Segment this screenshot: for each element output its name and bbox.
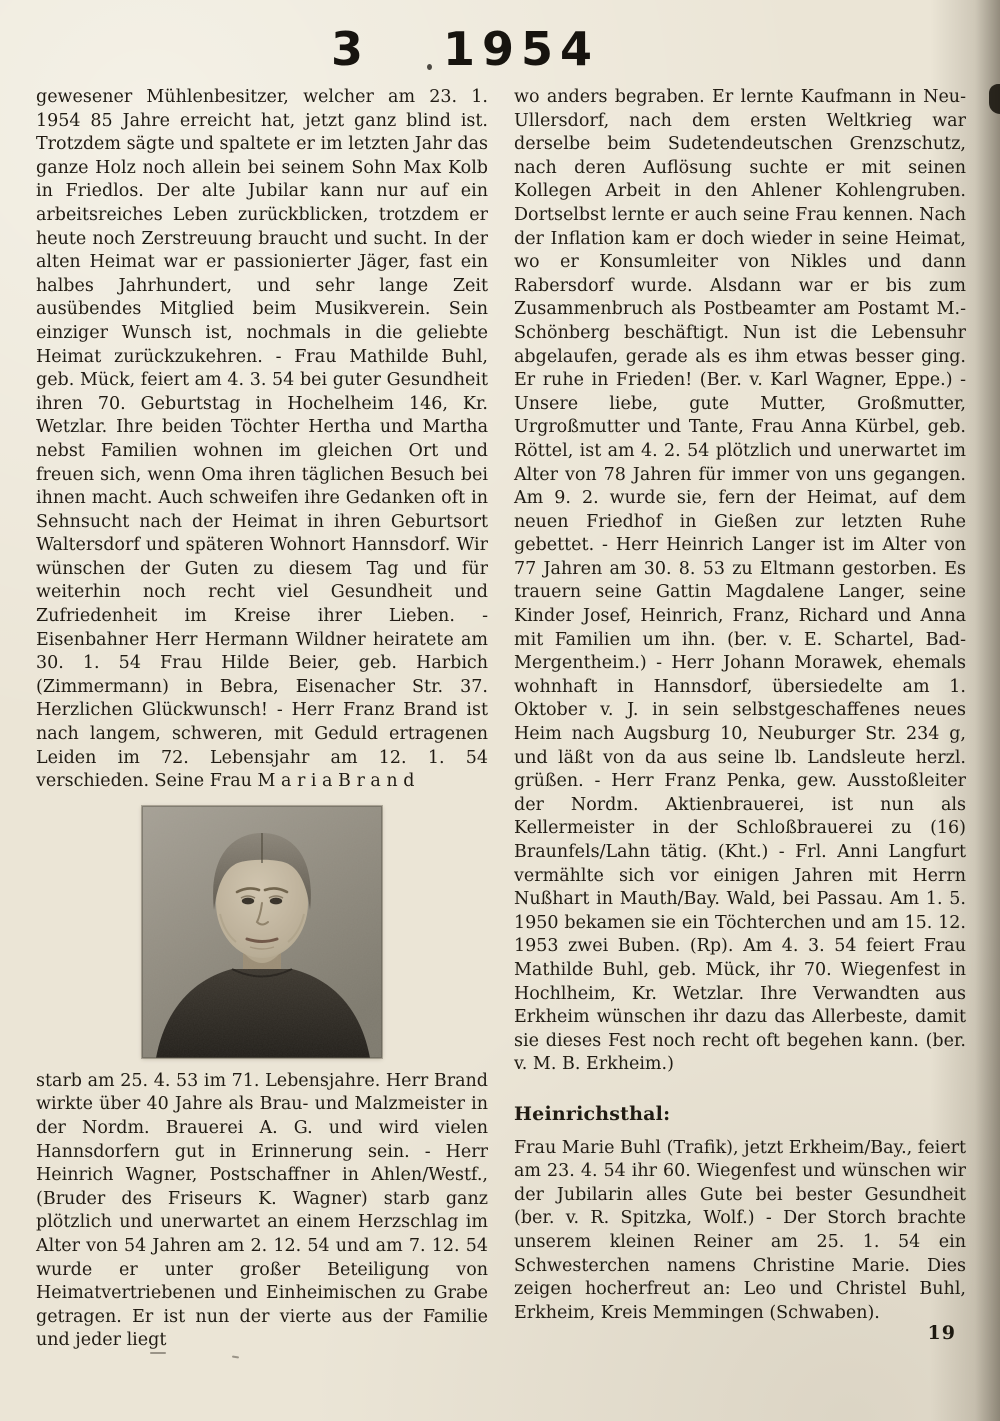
scan-edge-smudge [989, 84, 1000, 114]
right-column-text-2: Frau Marie Buhl (Trafik), jetzt Erkheim/Bay., feiert am 23. 4. 54 ihr 60. Wiegenfest und wünschen wir der Jubilarin alles Gute bei bester Gesundheit (ber. v. R. Spitzka, Wolf.) - Der Storch brachte unserem kleinen Reiner am 25. 1. 54 ein Schwesterchen namens Christine Marie. Dies zeigen hocherfreut an: Leo und Christel Buhl, Erkheim, Kreis Memmingen (Schwaben). [514, 1137, 966, 1323]
ink-speck [232, 1356, 239, 1359]
right-column [514, 86, 966, 1325]
ink-speck [427, 64, 432, 70]
portrait-photo [142, 806, 382, 1058]
ink-speck [150, 1352, 166, 1354]
left-column-text-before-photo: gewesener Mühlenbesitzer, welcher am 23. 1. 1954 85 Jahre erreicht hat, jetzt ganz blind ist. Trotzdem sägte und spaltete er im letzten Jahr das ganze Holz noch allein bei seinem Sohn Max Kolb in Friedlos. Der alte Jubilar kann nur auf ein arbeitsreiches Leben zurückblicken, trotzdem er heute noch Zerstreuung braucht und sucht. In der alten Heimat war er passionierter Jäger, fast ein halbes Jahrhundert, und sehr lange Zeit ausübendes Mitglied beim Musikverein. Sein einziger Wunsch ist, nochmals in die geliebte Heimat zurückzukehren. - Frau Mathilde Buhl, geb. Mück, feiert am 4. 3. 54 bei guter Gesundheit ihren 70. Geburtstag in Hochelheim 146, Kr. Wetzlar. Ihre beiden Töchter Hertha und Martha nebst Familien wohnen im gleichen Ort und freuen sich, wenn Oma ihren täglichen Besuch bei ihnen macht. Auch schweifen ihre Gedanken oft in Sehnsucht nach der Heimat in ihren Geburtsort Waltersdorf und späteren Wohnort Hannsdorf. Wir wünschen der Guten zu diesem Tag und für weiterhin noch recht viel Gesundheit und Zufriedenheit im Kreise ihrer Lieben. - Eisenbahner Herr Hermann Wildner heiratete am 30. 1. 54 Frau Hilde Beier, geb. Harbich (Zimmermann) in Bebra, Eisenacher Str. 37. Herzlichen Glückwunsch! - Herr Franz Brand ist nach langem, schweren, mit Geduld ertragenen Leiden im 72. Lebensjahr am 12. 1. 54 verschieden. Seine Frau M a r i a B r a n d [36, 87, 488, 792]
page-number: 19 [927, 1322, 956, 1344]
section-heading-heinrichsthal: Heinrichsthal: [514, 1102, 671, 1125]
left-column-text-after-photo: starb am 25. 4. 53 im 71. Lebensjahre. Herr Brand wirkte über 40 Jahre als Brau- und Malzmeister in der Nordm. Brauerei A. G. und wird vielen Hannsdorfern gut in Erinnerung sein. - Herr Heinrich Wagner, Postschaffner in Ahlen/Westf., (Bruder des Friseurs K. Wagner) starb ganz plötzlich und unerwartet an einem Herzschlag im Alter von 54 Jahren am 2. 12. 54 und am 7. 12. 54 wurde er unter großer Beteiligung von Heimatvertriebenen und Einheimischen zu Grabe getragen. Er ist nun der vierte aus der Familie und jeder liegt [36, 1070, 488, 1351]
right-column-text-1: wo anders begraben. Er lernte Kaufmann in Neu-Ullersdorf, nach dem ersten Weltkrieg war derselbe beim Sudetendeutschen Grenzschutz, nach deren Auflösung suchte er mit seinen Kollegen Arbeit in den Ahlener Kohlengruben. Dortselbst lernte er auch seine Frau kennen. Nach der Inflation kam er doch wieder in seine Heimat, wo er Konsumleiter von Nikles und dann Rabersdorf wurde. Alsdann war er bis zum Zusammenbruch als Postbeamter am Postamt M.-Schönberg beschäftigt. Nun ist die Lebensuhr abgelaufen, gerade als es ihm etwas besser ging. Er ruhe in Frieden! (Ber. v. Karl Wagner, Eppe.) - Unsere liebe, gute Mutter, Großmutter, Urgroßmutter und Tante, Frau Anna Kürbel, geb. Röttel, ist am 4. 2. 54 plötzlich und unerwartet im Alter von 78 Jahren für immer von uns gegangen. Am 9. 2. wurde sie, fern der Heimat, auf dem neuen Friedhof in Gießen zur letzten Ruhe gebettet. - Herr Heinrich Langer ist im Alter von 77 Jahren am 30. 8. 53 zu Eltmann gestorben. Es trauern seine Gattin Magdalene Langer, seine Kinder Josef, Heinrich, Franz, Richard und Anna mit Familien um ihn. (ber. v. E. Schartel, Bad-Mergentheim.) - Herr Johann Morawek, ehemals wohnhaft in Hannsdorf, übersiedelte am 1. Oktober v. J. in sein selbstgeschaffenes neues Heim nach Augsburg 10, Neuburger Str. 234 g, und läßt von da aus seine lb. Landsleute herzl. grüßen. - Herr Franz Penka, gew. Ausstoßleiter der Nordm. Aktienbrauerei, ist nun als Kellermeister in der Schloßbrauerei zu (16) Braunfels/Lahn tätig. (Kht.) - Frl. Anni Langfurt vermählte sich vor einigen Jahren mit Herrn Nußhart in Mauth/Bay. Wald, bei Passau. Am 1. 5. 1950 bekamen sie ein Töchterchen und am 15. 12. 1953 zwei Buben. (Rp). Am 4. 3. 54 feiert Frau Mathilde Buhl, geb. Mück, ihr 70. Wiegenfest in Hochlheim, Kr. Wetzlar. Ihre Verwandten aus Erkheim wünschen ihr dazu das Allerbeste, damit sie dieses Fest noch recht oft begehen kann. (ber. v. M. B. Erkheim.) [514, 87, 966, 1075]
issue-year: 1954 [442, 22, 600, 76]
left-column [36, 86, 488, 1353]
elderly-woman-portrait-image [142, 806, 382, 1058]
issue-number: 3 [330, 22, 363, 76]
page-header [0, 22, 965, 76]
